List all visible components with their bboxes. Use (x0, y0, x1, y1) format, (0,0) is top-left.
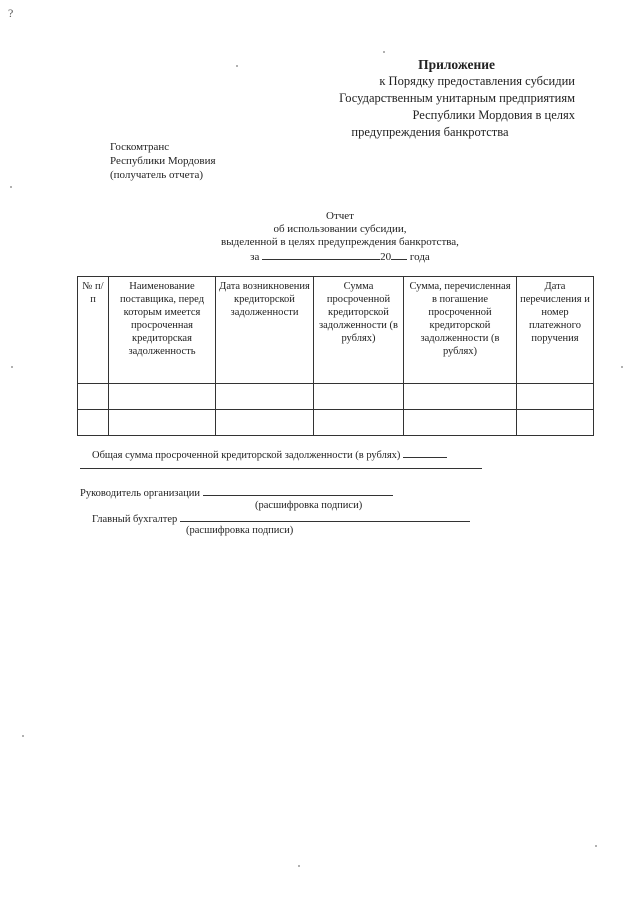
appendix-block (245, 56, 575, 141)
table-cell (404, 410, 517, 436)
scan-speck (11, 366, 13, 368)
table-header-row (78, 277, 594, 384)
appendix-line-2: Государственным унитарным предприятиям (339, 91, 575, 105)
head-line (80, 485, 393, 499)
total-blank (403, 447, 447, 458)
col-header-payment-date: Дата перечисления и номер платежного поручения (517, 277, 594, 384)
scan-speck (621, 366, 623, 368)
table-cell (314, 410, 404, 436)
table-cell (314, 384, 404, 410)
scan-speck (22, 735, 24, 737)
scan-speck (298, 865, 300, 867)
report-period (180, 249, 500, 264)
report-table (77, 276, 594, 436)
table-cell (216, 410, 314, 436)
table-cell (517, 410, 594, 436)
table-cell (404, 384, 517, 410)
appendix-line-4: предупреждения банкротства (351, 125, 509, 139)
scan-speck (10, 186, 12, 188)
report-subtitle-1: об использовании субсидии, (273, 223, 407, 235)
period-za: за (250, 251, 260, 263)
head-signature-blank (203, 485, 393, 496)
scan-speck (383, 51, 385, 53)
accountant-caption: (расшифровка подписи) (186, 525, 294, 536)
report-title: Отчет (326, 210, 354, 222)
head-label: Руководитель организации (80, 488, 200, 499)
accountant-line (92, 511, 470, 525)
total-underline (80, 468, 482, 469)
col-header-paid-sum: Сумма, перечисленная в погашение просроченной кредиторской задолженности (в рублях) (404, 277, 517, 384)
col-header-supplier: Наименование поставщика, перед которым имеется просроченная кредиторская задолженность (109, 277, 216, 384)
accountant-signature-blank (180, 511, 470, 522)
scan-speck (236, 65, 238, 67)
recipient-line-1: Госкомтранс (110, 141, 170, 153)
table-cell (216, 384, 314, 410)
period-year-suffix: года (409, 251, 430, 263)
total-label: Общая сумма просроченной кредиторской задолженности (в рублях) (92, 450, 401, 461)
table-cell (109, 384, 216, 410)
table-row (78, 410, 594, 436)
table-cell (109, 410, 216, 436)
period-year-prefix: 20 (380, 251, 392, 263)
col-header-overdue-sum: Сумма просроченной кредиторской задолженности (в рублях) (314, 277, 404, 384)
report-subtitle-2: выделенной в целях предупреждения банкротства, (221, 236, 459, 248)
corner-scan-mark: ? (8, 6, 14, 20)
table-cell (517, 384, 594, 410)
total-line (92, 447, 447, 461)
report-heading (180, 210, 500, 264)
appendix-line-1: к Порядку предоставления субсидии (379, 74, 575, 88)
accountant-label: Главный бухгалтер (92, 514, 178, 525)
appendix-title: Приложение (418, 57, 495, 72)
recipient-caption: (получатель отчета) (110, 169, 204, 181)
table-row (78, 384, 594, 410)
recipient-line-2: Республики Мордовия (110, 155, 216, 167)
appendix-line-3: Республики Мордовия в целях (412, 108, 575, 122)
col-header-debt-date: Дата возникновения кредиторской задолженности (216, 277, 314, 384)
col-header-number: № п/п (78, 277, 109, 384)
recipient-block (110, 140, 216, 182)
scan-speck (595, 845, 597, 847)
head-caption: (расшифровка подписи) (255, 500, 363, 511)
table-cell (78, 384, 109, 410)
table-cell (78, 410, 109, 436)
period-blank (262, 249, 380, 260)
period-year-blank (391, 249, 407, 260)
